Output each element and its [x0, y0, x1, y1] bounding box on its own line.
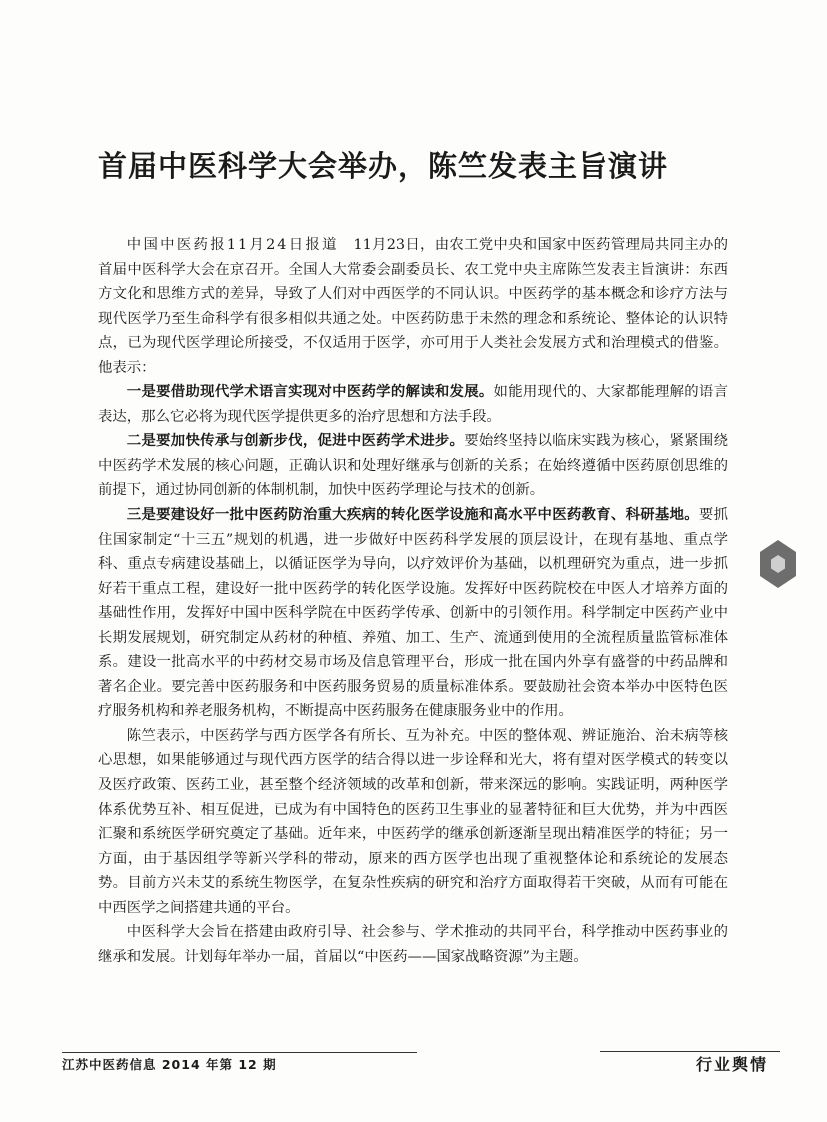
- article-title: 首届中医科学大会举办，陈竺发表主旨演讲: [98, 149, 669, 183]
- journal-issue: 江苏中医药信息 2014 年第 12 期: [62, 1057, 277, 1072]
- point-1-text: 如能用现代的、大家都能理解的语言表达，那么它必将为现代医学提供更多的治疗思想和方法手段。: [98, 384, 728, 425]
- closing-paragraph: 中医科学大会旨在搭建由政府引导、社会参与、学术推动的共同平台，科学推动中医药事业的继承和发展。计划每年举办一届，首届以“中医药——国家战略资源”为主题。: [98, 924, 728, 965]
- point-3-text: 要抓住国家制定“十三五”规划的机遇，进一步做好中医药科学发展的顶层设计，在现有基地、重点学科、重点专病建设基础上，以循证医学为导向，以疗效评价为基础，以机理研究为重点，进一步抓好若干重点工程，建设好一批中医药学的转化医学设施。发挥好中医药院校在中医人才培养方面的基础性作用，发挥好中国中医科学院在中医药学传承、创新中的引领作用。科学制定中医药产业中长期发展规划，研究制定从药材的种植、养殖、加工、生产、流通到使用的全流程质量监管标准体系。建设一批高水平的中药材交易市场及信息管理平台，形成一批在国内外享有盛誉的中药品牌和著名企业。要完善中医药服务和中医药服务贸易的质量标准体系。要鼓励社会资本举办中医特色医疗服务机构和养老服务机构，不断提高中医药服务在健康服务业中的作用。: [98, 507, 728, 720]
- point-3-paragraph: [98, 503, 728, 724]
- point-2-heading: 二是要加快传承与创新步伐，促进中医药学术进步。: [126, 433, 465, 450]
- chen-zhu-paragraph: 陈竺表示，中医药学与西方医学各有所长、互为补充。中医的整体观、辨证施治、治未病等核心思想，如果能够通过与现代西方医学的结合得以进一步诠释和光大，将有望对医学模式的转变以及医疗政策、医药工业，甚至整个经济领域的改革和创新，带来深远的影响。实践证明，两种医学体系优势互补、相互促进，已成为有中国特色的医药卫生事业的显著特征和巨大优势，并为中西医汇聚和系统医学研究奠定了基础。近年来，中医药学的继承创新逐渐呈现出精准医学的特征；另一方面，由于基因组学等新兴学科的带动，原来的西方医学也出现了重视整体论和系统论的发展态势。目前方兴未艾的系统生物医学，在复杂性疾病的研究和治疗方面取得若干突破，从而有可能在中西医学之间搭建共通的平台。: [98, 727, 728, 916]
- article-body: [98, 233, 728, 969]
- section-label-box: [600, 1045, 780, 1073]
- source-line: 中国中医药报11月24日报道: [126, 237, 339, 253]
- section-label: 行业舆情: [695, 1055, 768, 1074]
- point-3-heading: 三是要建设好一批中医药防治重大疾病的转化医学设施和高水平中医药教育、科研基地。: [126, 507, 699, 524]
- point-1-paragraph: [98, 380, 728, 429]
- point-1-heading: 一是要借助现代学术语言实现对中医药学的解读和发展。: [126, 384, 494, 401]
- point-2-text: 要始终坚持以临床实践为核心，紧紧围绕中医药学术发展的核心问题，正确认识和处理好继承与创新的关系；在始终遵循中医药原创思维的前提下，通过协同创新的体制机制，加快中医药学理论与技术的创新。: [98, 433, 728, 499]
- lead-text: 11月23日，由农工党中央和国家中医药管理局共同主办的首届中医科学大会在京召开。全国人大常委会副委员长、农工党中央主席陈竺发表主旨演讲：东西方文化和思维方式的差异，导致了人们对中西医学的不同认识。中医药学的基本概念和诊疗方法与现代医学乃至生命科学有很多相似共通之处。中医药防患于未然的理念和系统论、整体论的认识特点，已为现代医学理论所接受，不仅适用于医学，亦可用于人类社会发展方式和治理模式的借鉴。他表示：: [98, 237, 729, 376]
- footer-rule: [62, 1052, 417, 1053]
- point-2-paragraph: [98, 429, 728, 503]
- lead-paragraph: [98, 233, 728, 380]
- side-tab-marker-icon: [760, 540, 796, 588]
